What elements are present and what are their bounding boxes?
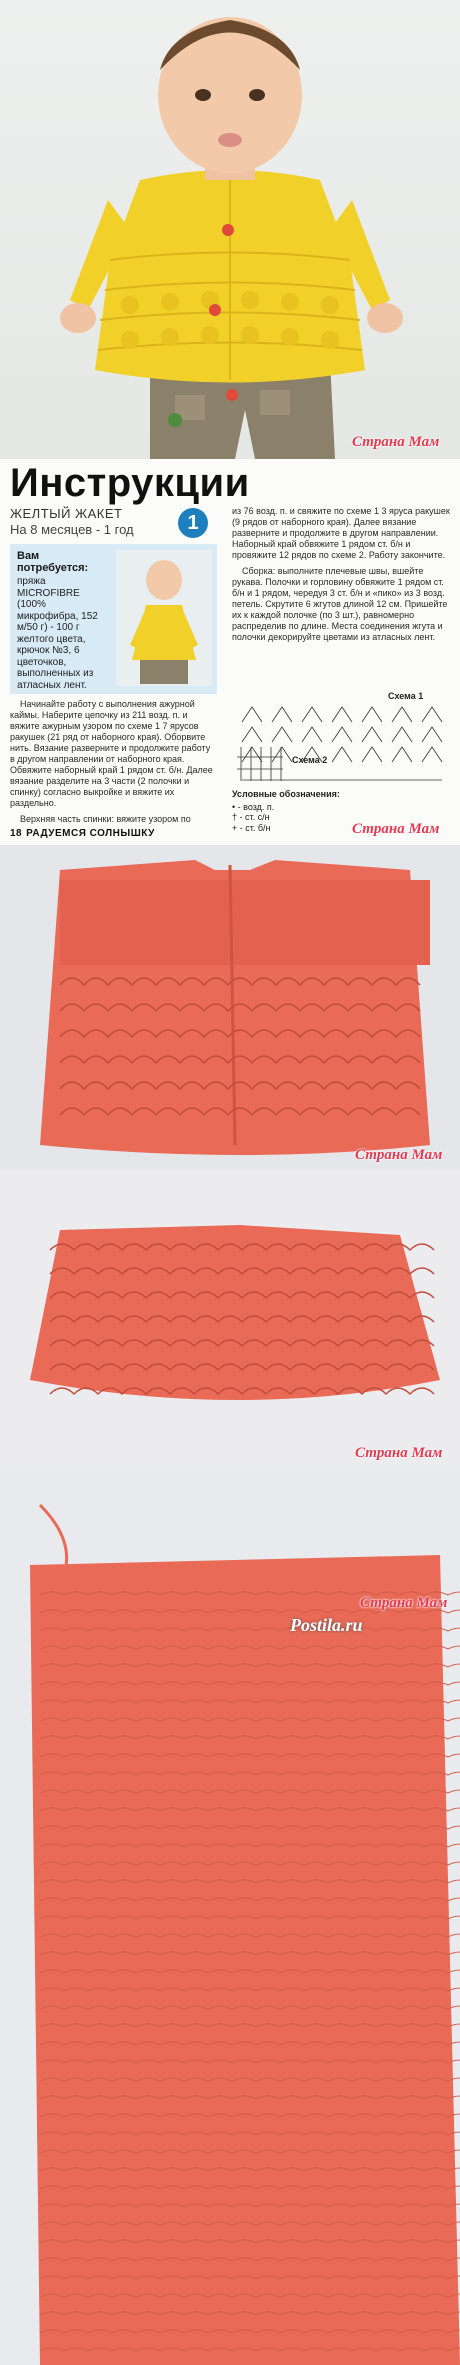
paragraph: Верхняя часть спинки: вяжите узором по [20, 814, 191, 824]
materials-title: Вам потребуется: [17, 550, 89, 574]
thumbnail-photo [116, 550, 212, 686]
watermark: Страна Мам [352, 821, 440, 837]
materials-text: пряжа MICROFIBRE (100% микрофибра, 152 м/50 г) - 100 г желтого цвета, крючок №3, 6 цветочков, выполненных из атласных лент. [17, 576, 98, 691]
scheme-1-label: Схема 1 [388, 691, 424, 701]
legend-symbol-icon: + [232, 822, 238, 833]
baby-photo-illustration [0, 0, 460, 459]
page-number: 18 [10, 828, 23, 839]
scheme-2-label: Схема 2 [292, 755, 328, 765]
photo-coral-border [0, 1170, 460, 1465]
instructions-column-1 [10, 699, 217, 825]
magazine-page [0, 459, 460, 845]
watermark: Postila.ru [290, 1615, 363, 1635]
legend-title: Условные обозначения: [232, 789, 340, 799]
project-name: ЖЕЛТЫЙ ЖАКЕТ [10, 506, 123, 521]
watermark: Страна Мам [352, 434, 440, 450]
legend-item: + - ст. б/н [232, 822, 271, 833]
project-number-badge: 1 [178, 508, 208, 538]
paragraph: Сборка: выполните плечевые швы, вшейте рукава. Полочки и горловину обвяжите 1 рядом ст. б/н и 1 рядом, чередуя 3 ст. б/н и «пико» из 3 возд. петель. Скрутите 6 жгутов длиной 12 см. Пришейте их к каждой полочке (по 3 шт.), равномерно распределив по длине. Места соединения жгута и полочки декорируйте цветами из атласных лент. [232, 566, 448, 642]
magazine-section-title: РАДУЕМСЯ СОЛНЫШКУ [26, 828, 155, 839]
watermark: Страна Мам [360, 1595, 448, 1611]
photo-coral-closeup [0, 1465, 460, 2365]
legend-item: † - ст. с/н [232, 812, 270, 822]
watermark: Страна Мам [355, 1445, 443, 1461]
watermark: Страна Мам [355, 1147, 443, 1163]
paragraph: из 76 возд. п. и свяжите по схеме 1 3 яруса ракушек (9 рядов от наборного края). Далее вязание разверните и продолжите в другом направлении. Наборный край обвяжите 1 рядом ст. б/н и провяжите 12 рядов по схеме 2. Работу закончите. [232, 506, 450, 560]
coral-crochet-piece [0, 845, 460, 1170]
paragraph: Начинайте работу с выполнения ажурной каймы. Наберите цепочку из 211 возд. п. и вяжите ажурным узором по схеме 1 7 ярусов ракушек (21 ряд от наборного края). Оборвите нить. Вязание разверните и продолжите работу в другом направлении от наборного края. Обвяжите наборный край 1 рядом ст. б/н. Далее вязание разделите на 3 части (2 полочки и спинку) согласно выкройке и вяжите их раздельно. [10, 699, 213, 808]
instructions-column-2 [232, 506, 450, 686]
legend [232, 789, 340, 833]
legend-symbol-icon: • [232, 801, 236, 812]
scheme-2-diagram [235, 743, 285, 785]
photo-coral-jacket-front [0, 845, 460, 1170]
legend-symbol-icon: † [232, 812, 238, 822]
coral-border-piece [0, 1170, 460, 1465]
project-age: На 8 месяцев - 1 год [10, 522, 134, 537]
photo-baby-yellow-jacket [0, 0, 460, 459]
legend-item: • - возд. п. [232, 801, 275, 812]
page-title: Инструкции [10, 461, 250, 505]
page-footer [10, 828, 159, 839]
materials-box [10, 544, 217, 694]
